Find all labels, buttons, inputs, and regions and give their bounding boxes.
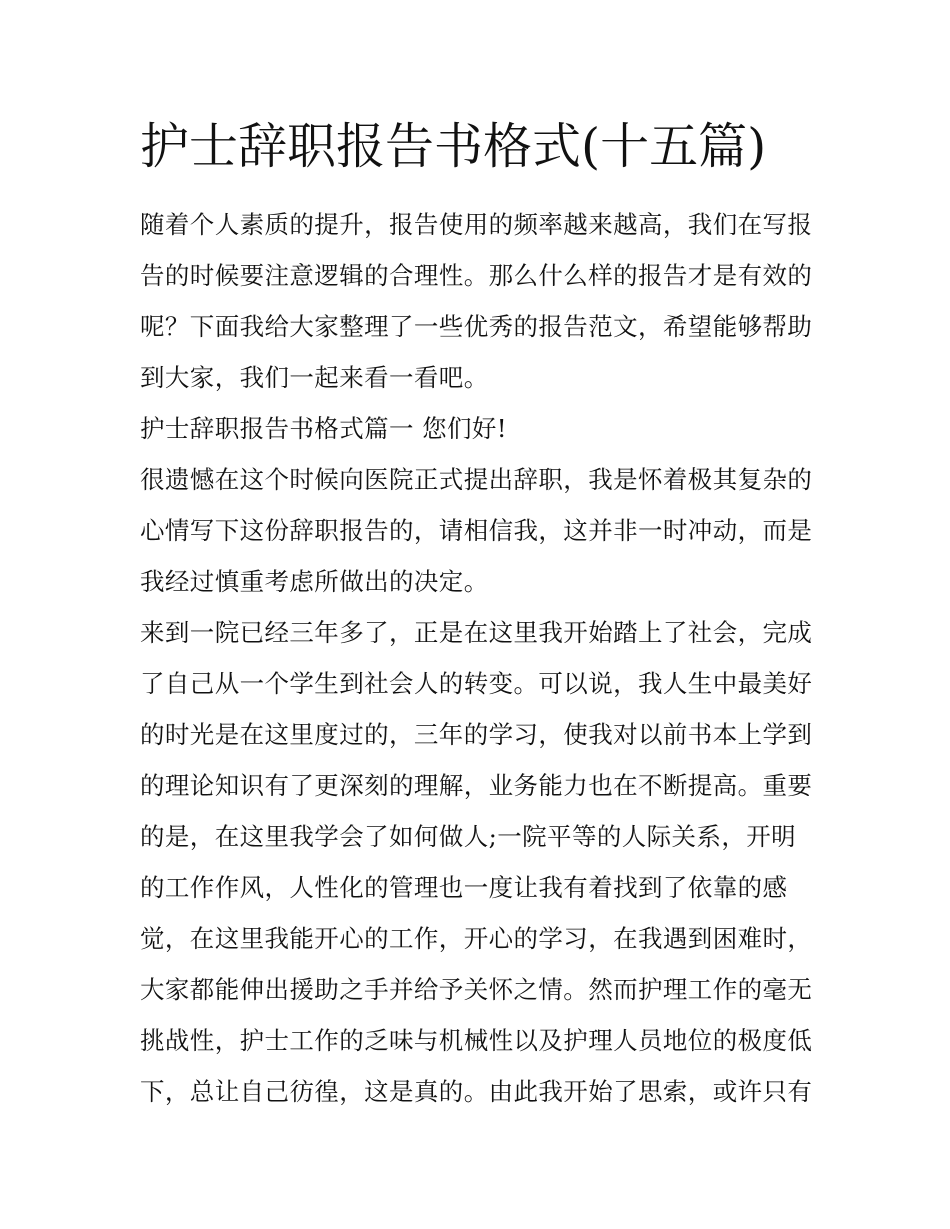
body-line-12: 的理论知识有了更深刻的理解，业务能力也在不断提高。重要 [140,771,813,800]
section-heading-line: 护士辞职报告书格式篇一 您们好! [140,414,508,443]
body-line-3: 呢？下面我给大家整理了一些优秀的报告范文，希望能够帮助 [140,312,813,341]
body-line-16: 大家都能伸出援助之手并给予关怀之情。然而护理工作的毫无 [140,975,813,1004]
body-line-18: 下，总让自己彷徨，这是真的。由此我开始了思索，或许只有 [140,1077,813,1106]
body-line-14: 的工作作风，人性化的管理也一度让我有着找到了依靠的感 [140,873,788,902]
body-line-7: 心情写下这份辞职报告的，请相信我，这并非一时冲动，而是 [140,516,813,545]
document-title: 护士辞职报告书格式(十五篇) [140,118,767,175]
body-line-2: 告的时候要注意逻辑的合理性。那么什么样的报告才是有效的 [140,261,813,290]
body-line-6: 很遗憾在这个时候向医院正式提出辞职，我是怀着极其复杂的 [140,465,813,494]
body-line-15: 觉，在这里我能开心的工作，开心的学习，在我遇到困难时， [140,924,813,953]
body-line-11: 的时光是在这里度过的，三年的学习，使我对以前书本上学到 [140,720,813,749]
body-line-1: 随着个人素质的提升，报告使用的频率越来越高，我们在写报 [140,210,813,239]
body-line-17: 挑战性，护士工作的乏味与机械性以及护理人员地位的极度低 [140,1026,813,1055]
body-line-13: 的是，在这里我学会了如何做人;一院平等的人际关系，开明 [140,822,797,851]
body-line-9: 来到一院已经三年多了，正是在这里我开始踏上了社会，完成 [140,618,813,647]
body-line-4: 到大家，我们一起来看一看吧。 [140,363,489,392]
document-body [140,199,820,1117]
body-line-10: 了自己从一个学生到社会人的转变。可以说，我人生中最美好 [140,669,813,698]
body-line-8: 我经过慎重考虑所做出的决定。 [140,567,489,596]
